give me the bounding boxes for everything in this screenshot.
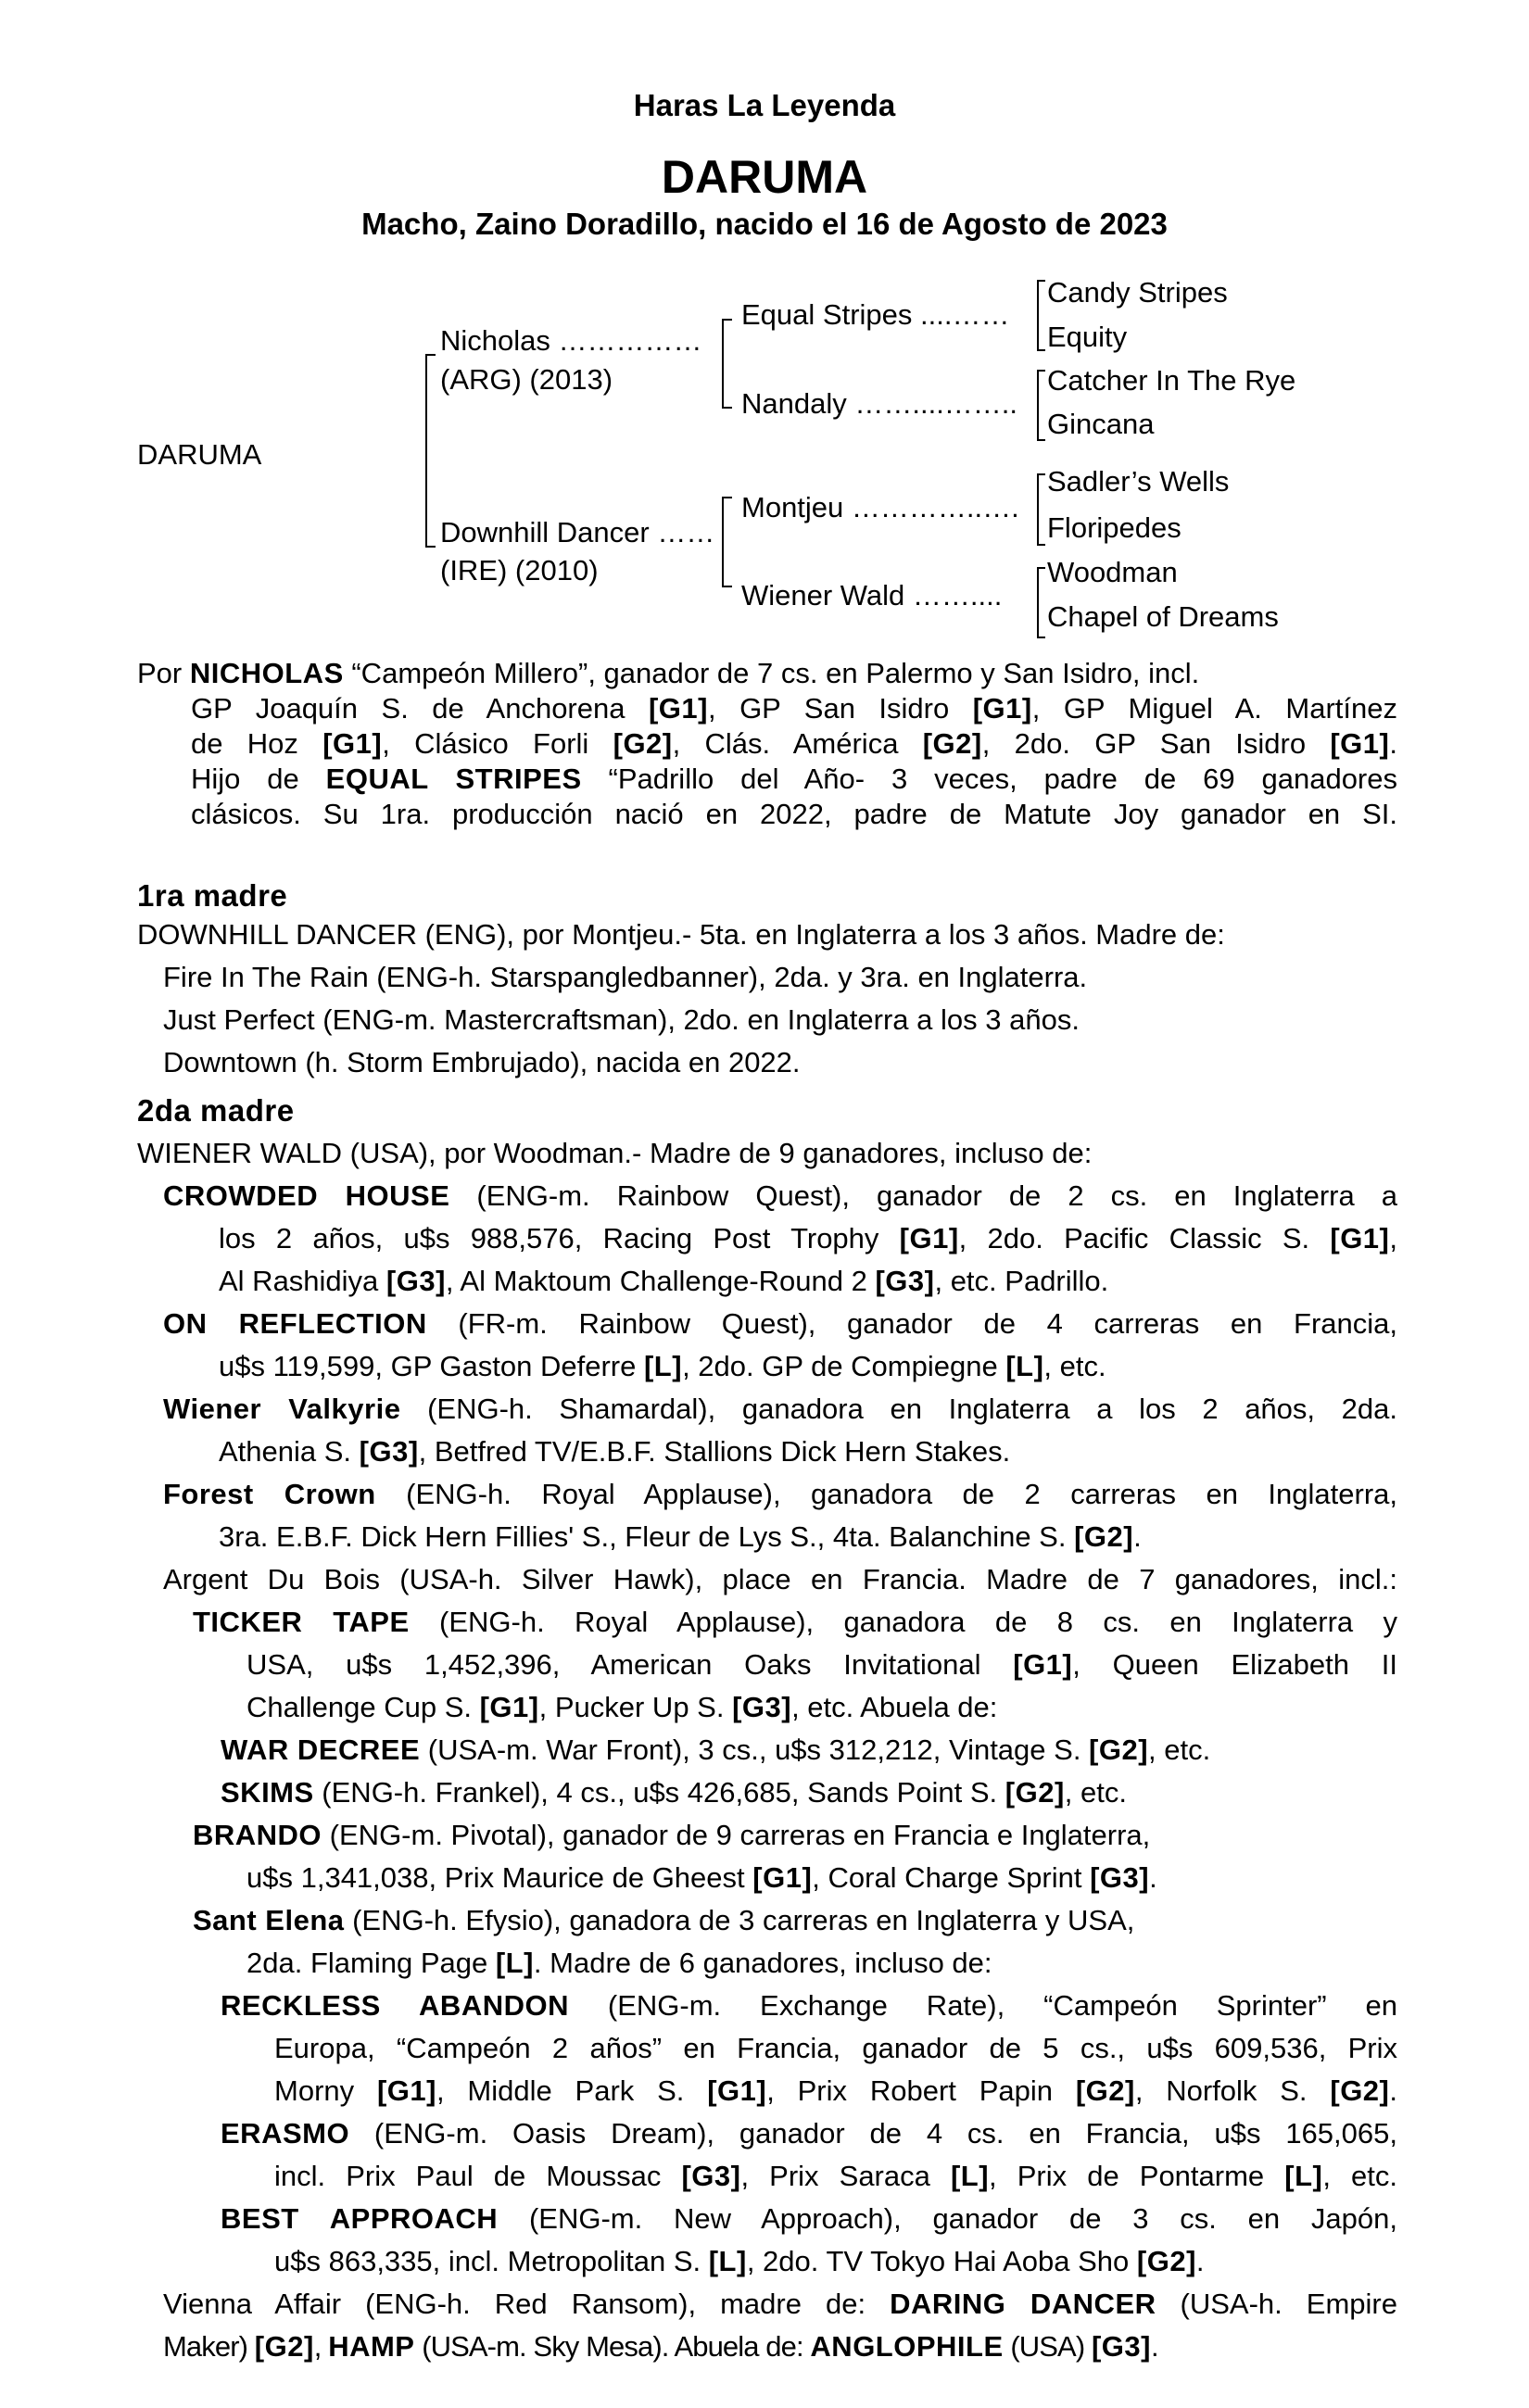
text-line: DOWNHILL DANCER (ENG), por Montjeu.- 5ta. en Inglaterra a los 3 años. Madre de: — [137, 918, 1225, 951]
text-line: incl. Prix Paul de Moussac [G3], Prix Saraca [L], Prix de Pontarme [L], etc. — [274, 2160, 1398, 2192]
sire-paragraph — [137, 656, 1397, 841]
text-line: Sant Elena (ENG-h. Efysio), ganadora de 3 carreras en Inglaterra y USA, — [193, 1904, 1135, 1936]
text-line: Argent Du Bois (USA-h. Silver Hawk), place en Francia. Madre de 7 ganadores, incl.: — [163, 1563, 1397, 1595]
dam-name: Downhill Dancer …… — [440, 516, 715, 548]
text-line: los 2 años, u$s 988,576, Racing Post Trophy [G1], 2do. Pacific Classic S. [G1], — [219, 1222, 1397, 1254]
text-line: Morny [G1], Middle Park S. [G1], Prix Robert Papin [G2], Norfolk S. [G2]. — [274, 2074, 1397, 2107]
sire-dam: Nandaly ……....…….. — [741, 387, 1018, 420]
horse-name: DARUMA — [661, 151, 868, 203]
text-line: Hijo de EQUAL STRIPES “Padrillo del Año- 3 veces, padre de 69 ganadores — [191, 763, 1397, 795]
sire-sire: Equal Stripes ....…… — [741, 298, 1010, 331]
text-line: WIENER WALD (USA), por Woodman.- Madre de 9 ganadores, incluso de: — [137, 1137, 1093, 1169]
text-line: SKIMS (ENG-h. Frankel), 4 cs., u$s 426,685, Sands Point S. [G2], etc. — [221, 1776, 1127, 1809]
text-line: BEST APPROACH (ENG-m. New Approach), ganador de 3 cs. en Japón, — [221, 2202, 1397, 2235]
sire-name: Nicholas …………… — [440, 324, 702, 357]
text-line: ERASMO (ENG-m. Oasis Dream), ganador de 4 cs. en Francia, u$s 165,065, — [221, 2117, 1397, 2150]
sire-origin: (ARG) (2013) — [440, 363, 613, 396]
dam-sire: Montjeu …………..…. — [741, 491, 1019, 523]
text-line: Vienna Affair (ENG-h. Red Ransom), madre de: DARING DANCER (USA-h. Empire — [163, 2288, 1397, 2320]
text-line: Forest Crown (ENG-h. Royal Applause), ganadora de 2 carreras en Inglaterra, — [163, 1478, 1397, 1510]
text-line: WAR DECREE (USA-m. War Front), 3 cs., u$s 312,212, Vintage S. [G2], etc. — [221, 1734, 1211, 1766]
dam-dam: Wiener Wald …….... — [741, 579, 1003, 611]
text-line: GP Joaquín S. de Anchorena [G1], GP San Isidro [G1], GP Miguel A. Martínez — [191, 692, 1397, 725]
text-line: u$s 863,335, incl. Metropolitan S. [L], 2do. TV Tokyo Hai Aoba Sho [G2]. — [274, 2245, 1205, 2277]
ss-sire: Candy Stripes — [1047, 276, 1228, 309]
horse-description: Macho, Zaino Doradillo, nacido el 16 de Agosto de 2023 — [361, 207, 1168, 241]
text-line: TICKER TAPE (ENG-h. Royal Applause), ganadora de 8 cs. en Inglaterra y — [193, 1606, 1397, 1638]
text-line: Maker) [G2], HAMP (USA-m. Sky Mesa). Abuela de: ANGLOPHILE (USA) [G3]. — [163, 2330, 1158, 2363]
text-line: Al Rashidiya [G3], Al Maktoum Challenge-Round 2 [G3], etc. Padrillo. — [219, 1265, 1109, 1297]
text-line: 2da. Flaming Page [L]. Madre de 6 ganadores, incluso de: — [246, 1947, 992, 1979]
dd-dam: Chapel of Dreams — [1047, 600, 1279, 633]
pedigree-subject: DARUMA — [137, 438, 262, 471]
ss-dam: Equity — [1047, 321, 1128, 353]
stud-name: Haras La Leyenda — [633, 88, 896, 122]
ds-sire: Sadler’s Wells — [1047, 465, 1230, 498]
sd-dam: Gincana — [1047, 408, 1155, 440]
text-line: Fire In The Rain (ENG-h. Starspangledbanner), 2da. y 3ra. en Inglaterra. — [163, 961, 1088, 993]
text-line: Europa, “Campeón 2 años” en Francia, ganador de 5 cs., u$s 609,536, Prix — [274, 2032, 1397, 2064]
section-heading: 2da madre — [137, 1093, 295, 1128]
text-line: Just Perfect (ENG-m. Mastercraftsman), 2do. en Inglaterra a los 3 años. — [163, 1003, 1080, 1036]
text-line: BRANDO (ENG-m. Pivotal), ganador de 9 carreras en Francia e Inglaterra, — [193, 1819, 1151, 1851]
dd-sire: Woodman — [1047, 556, 1178, 588]
text-line: Downtown (h. Storm Embrujado), nacida en 2022. — [163, 1046, 801, 1078]
text-line: CROWDED HOUSE (ENG-m. Rainbow Quest), ganador de 2 cs. en Inglaterra a — [163, 1179, 1397, 1212]
sd-sire: Catcher In The Rye — [1047, 364, 1296, 397]
text-line: USA, u$s 1,452,396, American Oaks Invitational [G1], Queen Elizabeth II — [246, 1648, 1397, 1681]
text-line: RECKLESS ABANDON (ENG-m. Exchange Rate), “Campeón Sprinter” en — [221, 1989, 1397, 2022]
text-line: Wiener Valkyrie (ENG-h. Shamardal), ganadora en Inglaterra a los 2 años, 2da. — [163, 1393, 1397, 1425]
text-line: de Hoz [G1], Clásico Forli [G2], Clás. América [G2], 2do. GP San Isidro [G1]. — [191, 727, 1397, 760]
second-dam-section — [137, 1093, 1397, 2372]
text-line: Challenge Cup S. [G1], Pucker Up S. [G3], etc. Abuela de: — [246, 1691, 998, 1723]
text-line: u$s 119,599, GP Gaston Deferre [L], 2do. GP de Compiegne [L], etc. — [219, 1350, 1106, 1382]
text-line: u$s 1,341,038, Prix Maurice de Gheest [G1], Coral Charge Sprint [G3]. — [246, 1861, 1157, 1894]
dam-origin: (IRE) (2010) — [440, 554, 599, 586]
text-line: Por NICHOLAS “Campeón Millero”, ganador de 7 cs. en Palermo y San Isidro, incl. — [137, 657, 1200, 689]
text-line: 3ra. E.B.F. Dick Hern Fillies' S., Fleur de Lys S., 4ta. Balanchine S. [G2]. — [219, 1520, 1142, 1553]
text-line: Athenia S. [G3], Betfred TV/E.B.F. Stallions Dick Hern Stakes. — [219, 1435, 1011, 1468]
ds-dam: Floripedes — [1047, 511, 1182, 544]
text-line: ON REFLECTION (FR-m. Rainbow Quest), ganador de 4 carreras en Francia, — [163, 1307, 1397, 1340]
first-dam-section — [137, 878, 1397, 1091]
section-heading: 1ra madre — [137, 878, 288, 913]
text-line: clásicos. Su 1ra. producción nació en 2022, padre de Matute Joy ganador en SI. — [191, 798, 1397, 830]
